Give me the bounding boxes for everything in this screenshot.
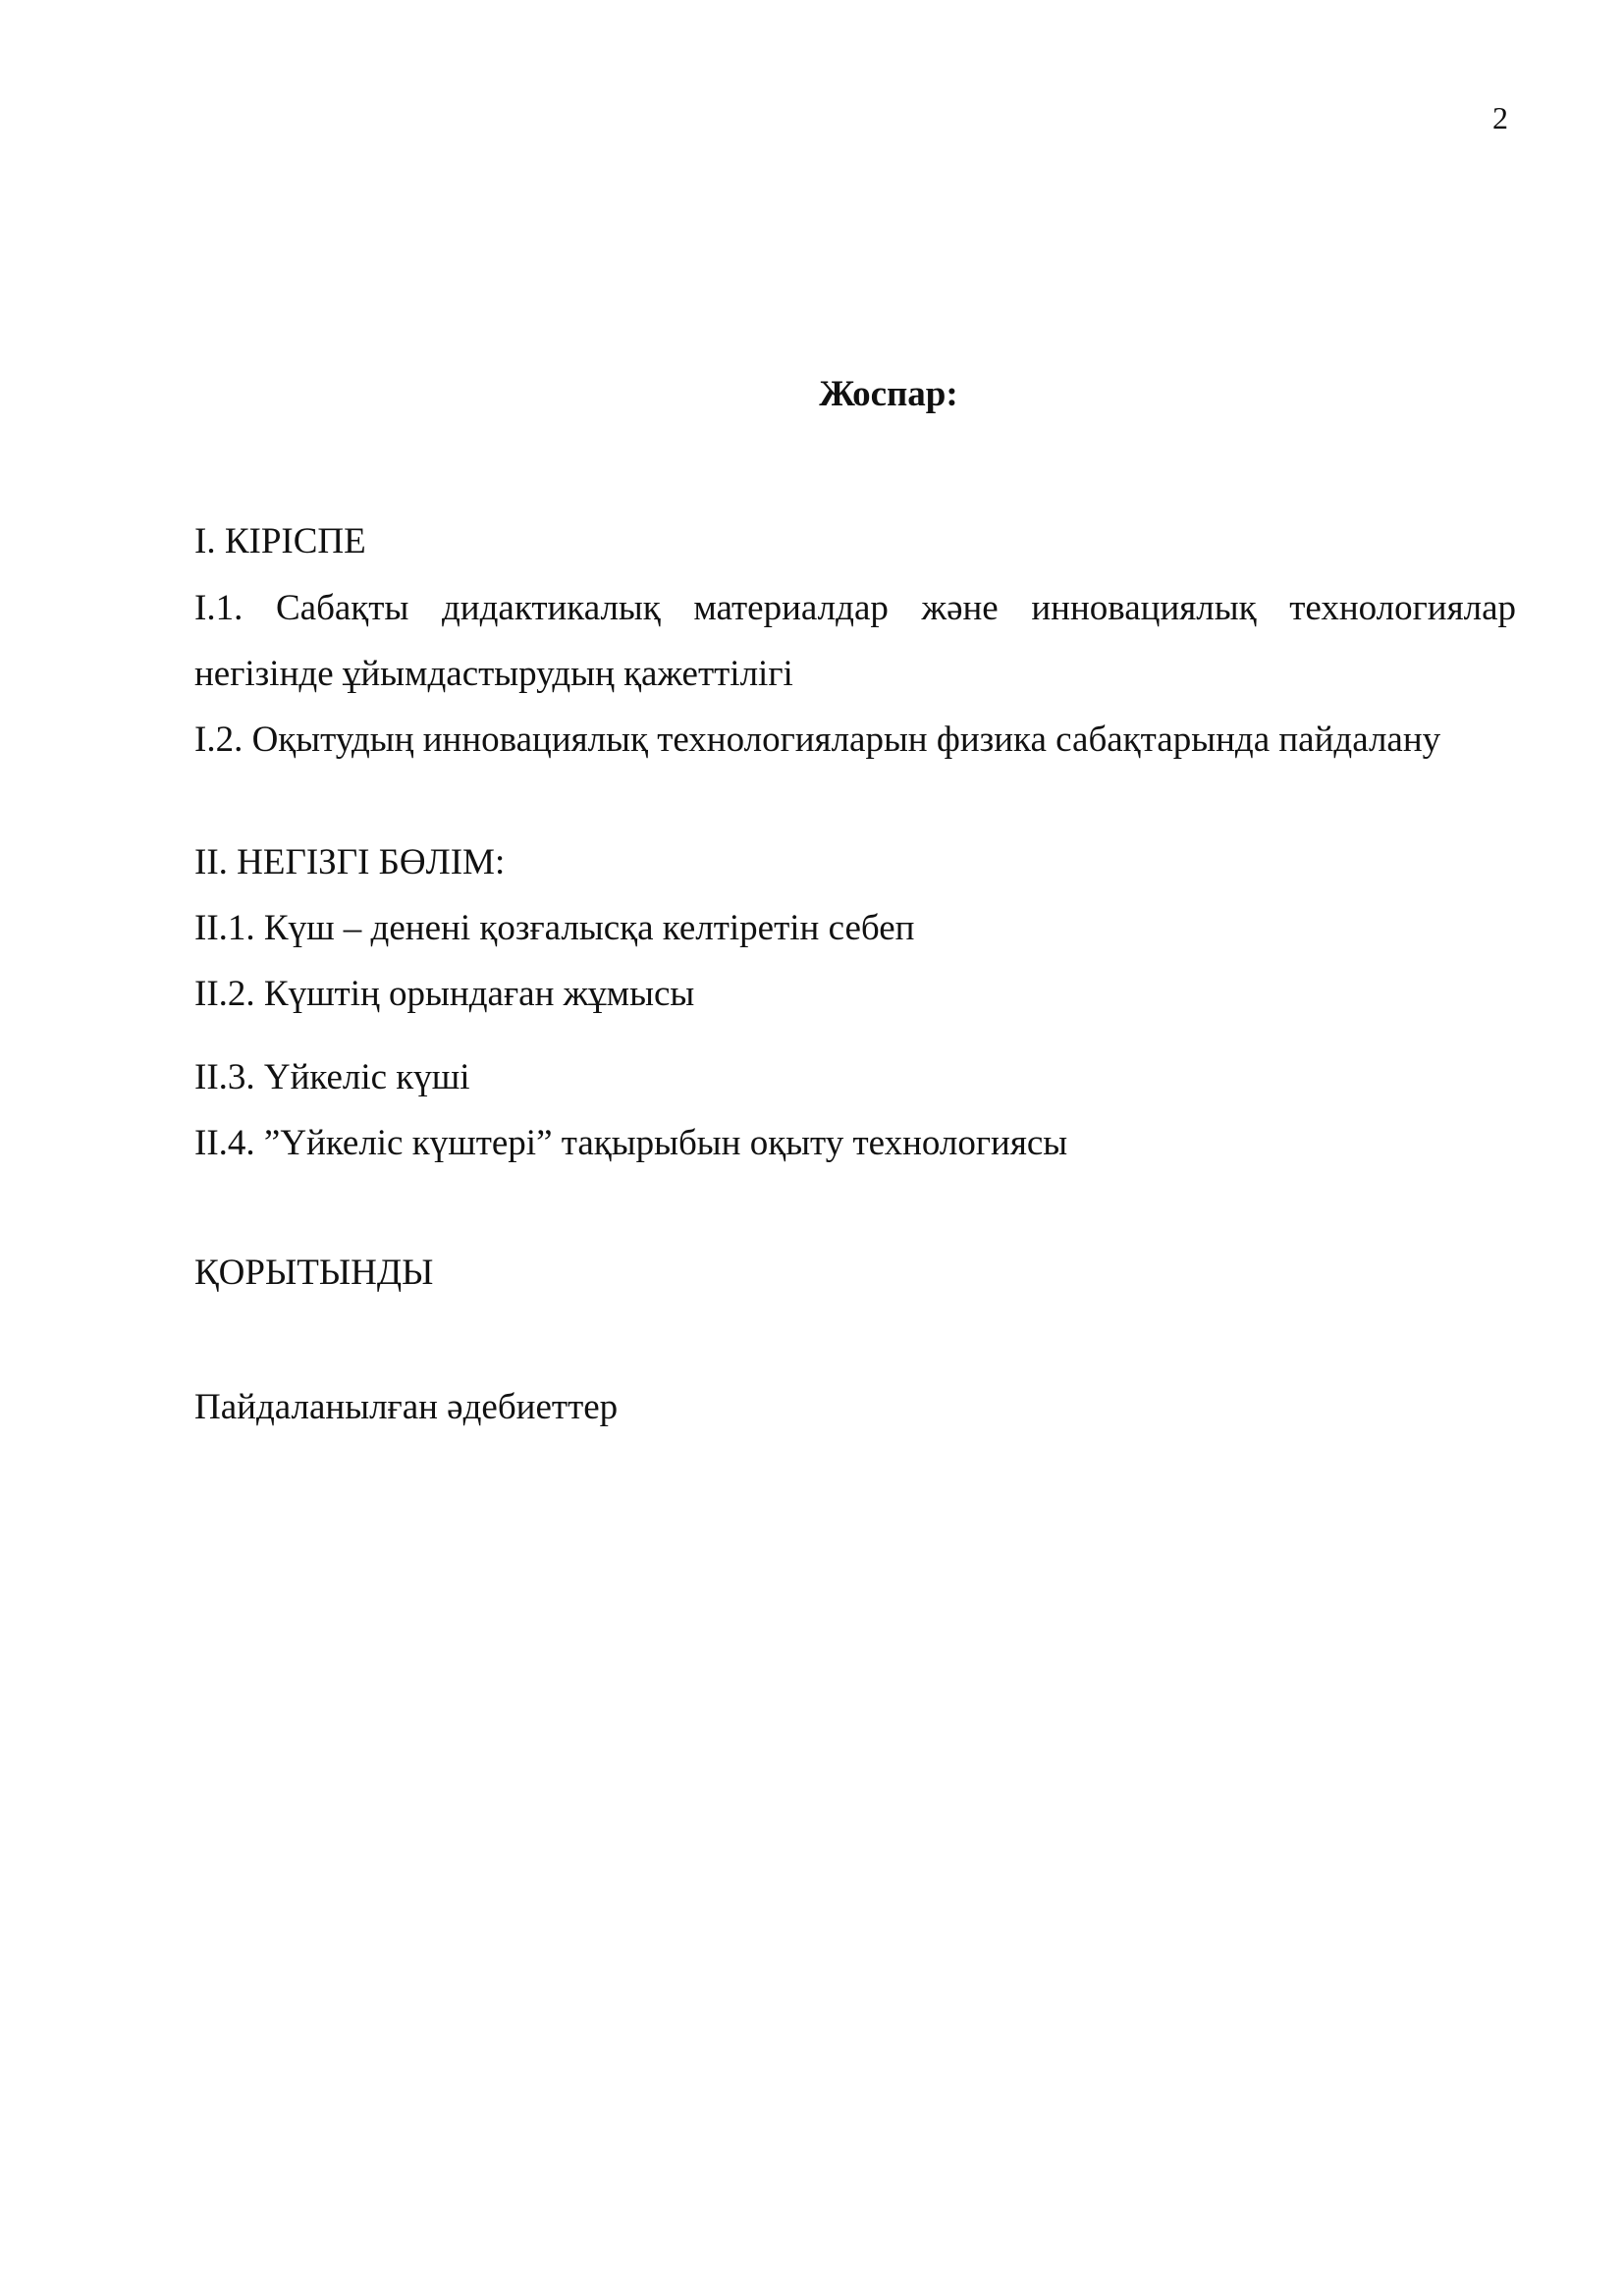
main-item-2: II.2. Күштің орындаған жұмысы <box>194 974 695 1014</box>
references-heading: Пайдаланылған әдебиеттер <box>194 1387 619 1427</box>
intro-heading: I. КІРІСПЕ <box>194 521 366 561</box>
main-item-1: II.1. Күш – денені қозғалысқа келтіретін себеп <box>194 908 915 948</box>
main-heading: II. НЕГІЗГІ БӨЛІМ: <box>194 842 506 882</box>
page-number: 2 <box>1492 100 1508 135</box>
intro-item-2: I.2. Оқытудың инновациялық технологияларын физика сабақтарында пайдалану <box>194 720 1441 760</box>
conclusion-heading: ҚОРЫТЫНДЫ <box>194 1253 434 1293</box>
intro-item-1-line-2: негізінде ұйымдастырудың қажеттілігі <box>194 654 793 694</box>
page-title: Жоспар: <box>819 374 958 414</box>
main-item-3: II.3. Үйкеліс күші <box>194 1057 470 1097</box>
main-item-4: II.4. ”Үйкеліс күштері” тақырыбын оқыту технологиясы <box>194 1123 1068 1163</box>
intro-item-1-line-1: I.1. Сабақты дидактикалық материалдар және инновациялық технологиялар <box>194 588 1516 628</box>
